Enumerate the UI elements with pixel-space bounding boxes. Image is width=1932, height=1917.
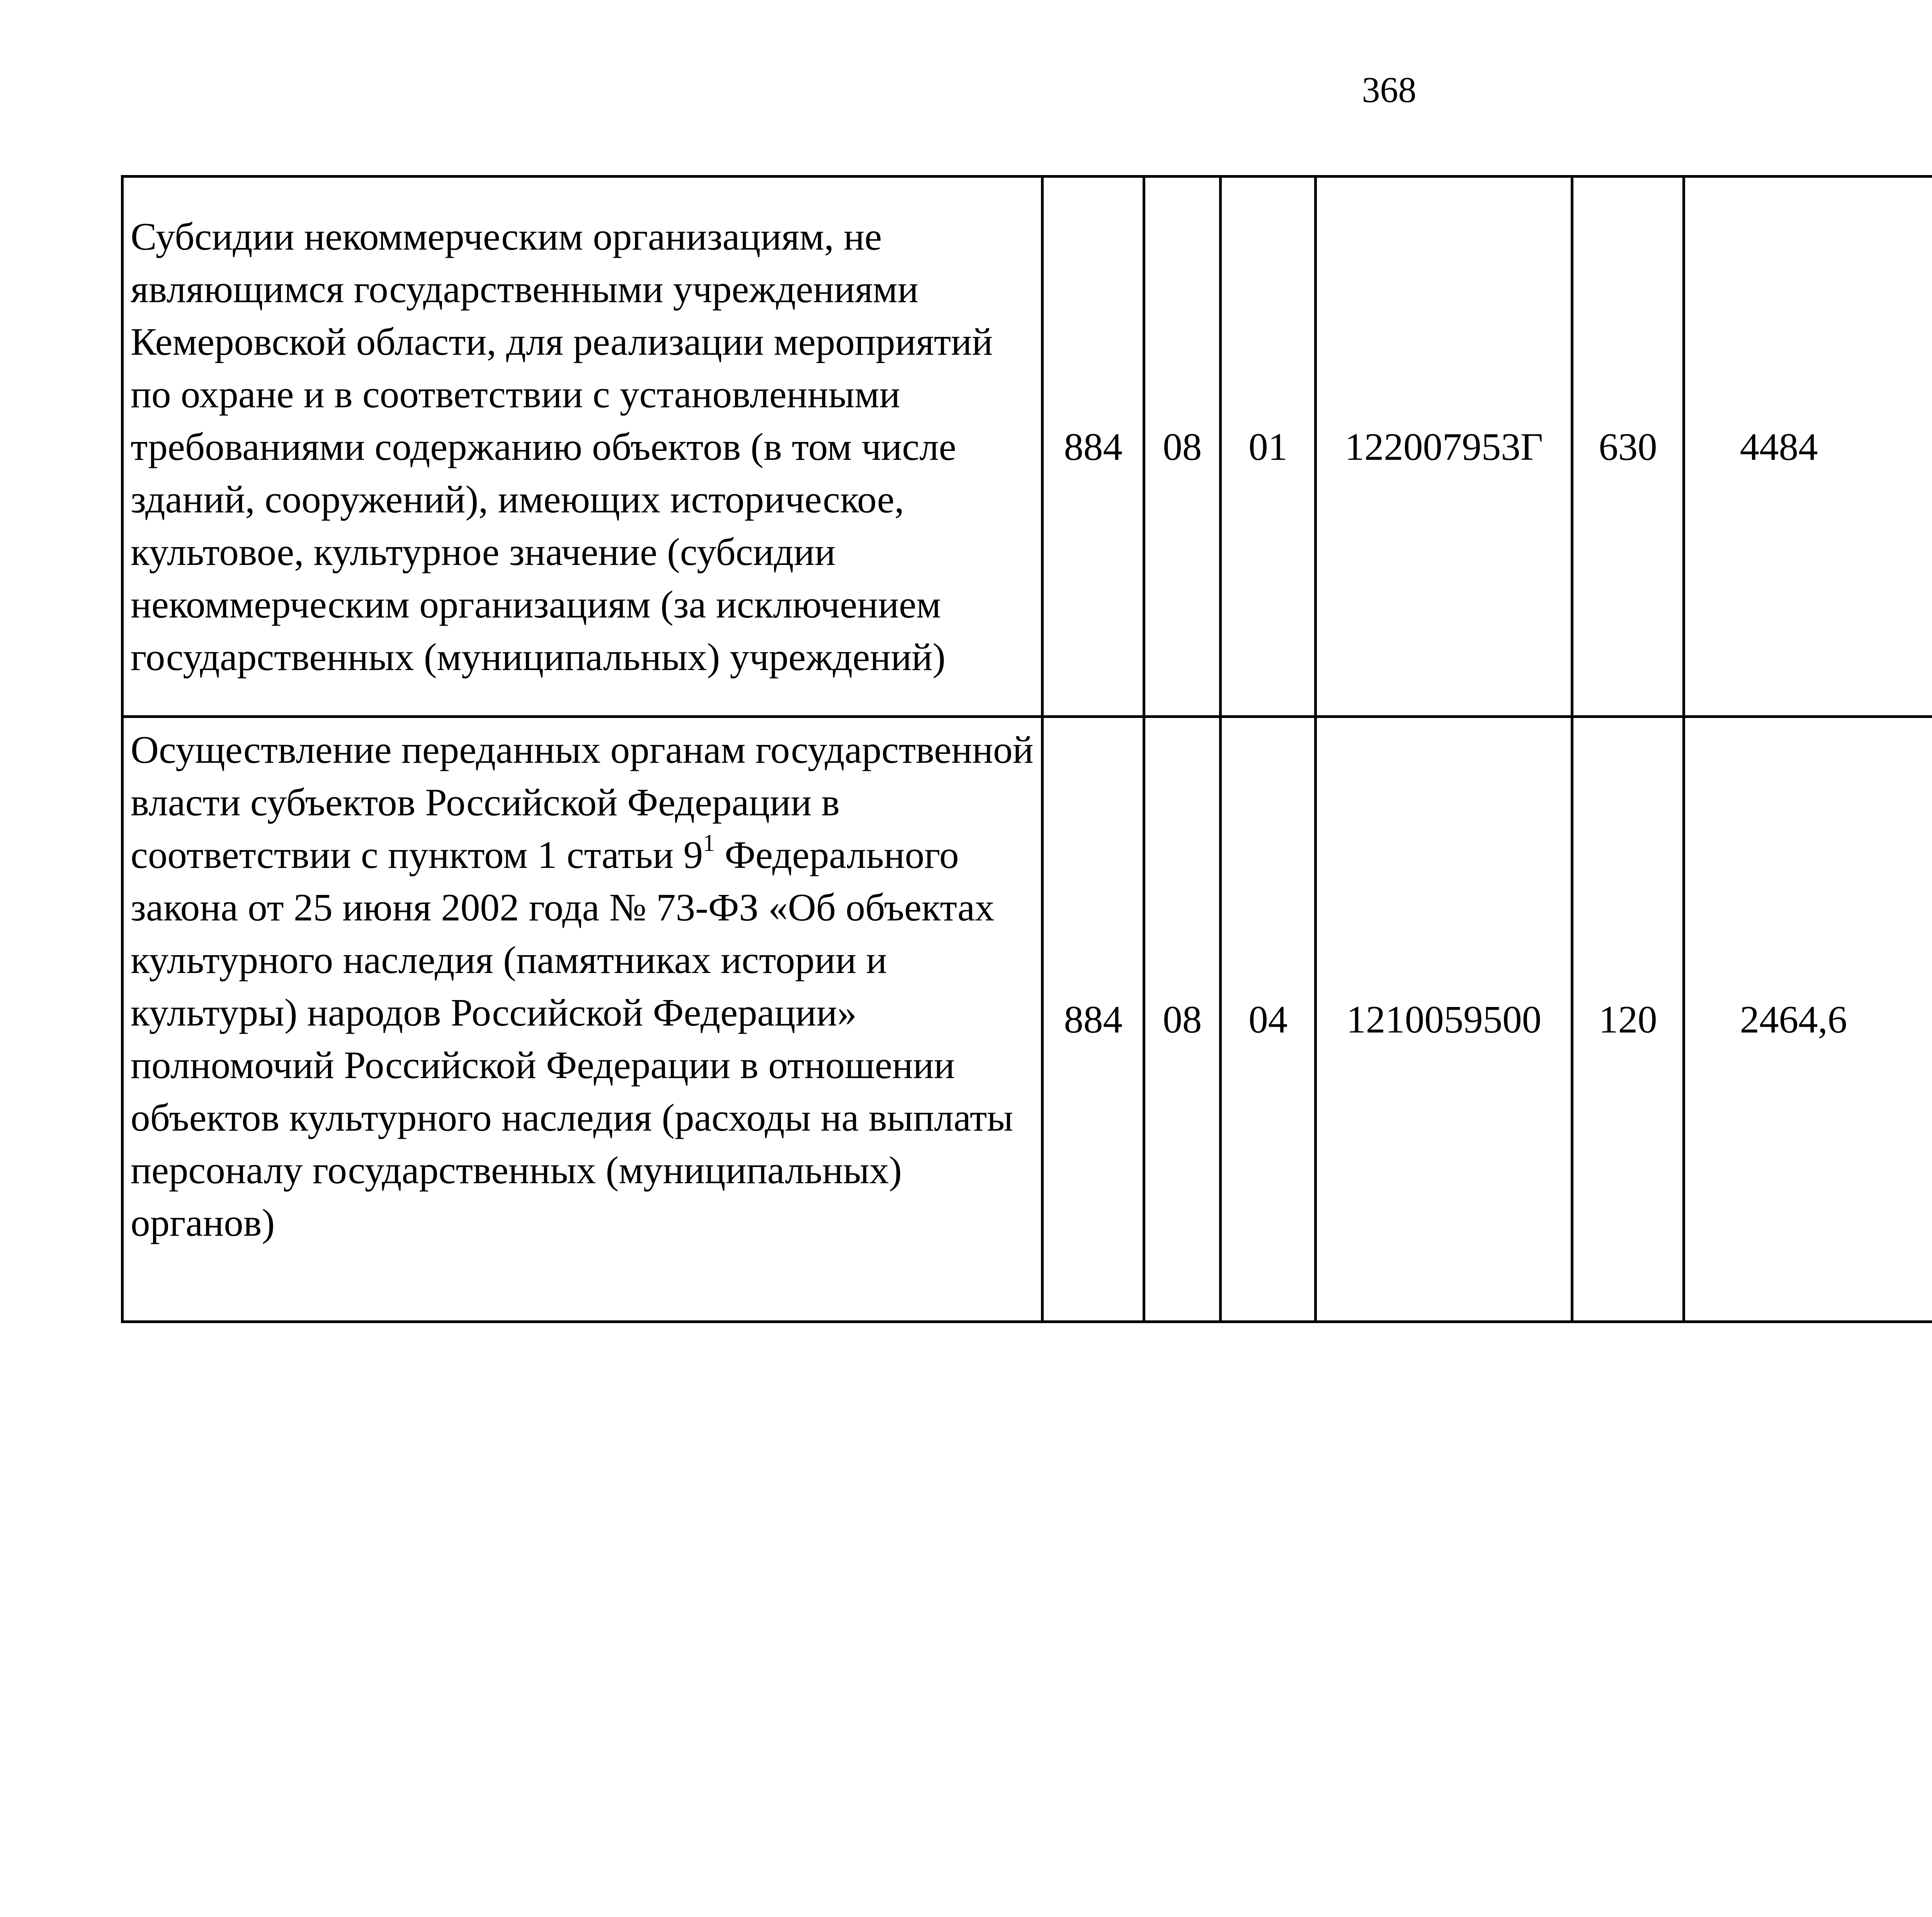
section-code: 08 <box>1144 177 1221 717</box>
row-description: Субсидии некоммерческим организациям, не являющимся государственными учреждениями Кемеровской области, для реализации мероприятий по охране и в соответствии с установленными требованиями содержанию объектов (в том числе зданий, сооружений), имеющих историческое, культовое, культурное значение (субсидии некоммерческим организациям (за исключением государственных (муниципальных) учреждений) <box>122 177 1043 717</box>
page-number: 368 <box>1362 70 1417 110</box>
description-text-part1: Осуществление переданных органам государственной власти субъектов Российской Федерации в соответствии с пунктом 1 статьи 9 <box>131 728 1034 876</box>
table-row <box>122 717 1932 1322</box>
amount-year-1: 4484 <box>1684 177 1932 717</box>
expense-type-code: 630 <box>1572 177 1684 717</box>
expense-type-code: 120 <box>1572 717 1684 1322</box>
description-text-part2: Федерального закона от 25 июня 2002 года № 73-ФЗ «Об объектах культурного наследия (памятниках истории и культуры) народов Российской Федерации» полномочий Российской Федерации в отношении объектов культурного наследия (расходы на выплаты персоналу государственных (муниципальных) органов) <box>131 833 1014 1244</box>
subsection-code: 04 <box>1221 717 1316 1322</box>
target-article-code: 1210059500 <box>1316 717 1572 1322</box>
target-article-code: 122007953Г <box>1316 177 1572 717</box>
subsection-code: 01 <box>1221 177 1316 717</box>
section-code: 08 <box>1144 717 1221 1322</box>
row-description <box>122 717 1043 1322</box>
table-row <box>122 177 1932 717</box>
budget-table <box>121 175 1932 1323</box>
ministry-code: 884 <box>1043 177 1144 717</box>
amount-year-1: 2464,6 <box>1684 717 1932 1322</box>
ministry-code: 884 <box>1043 717 1144 1322</box>
description-superscript: 1 <box>703 830 715 856</box>
